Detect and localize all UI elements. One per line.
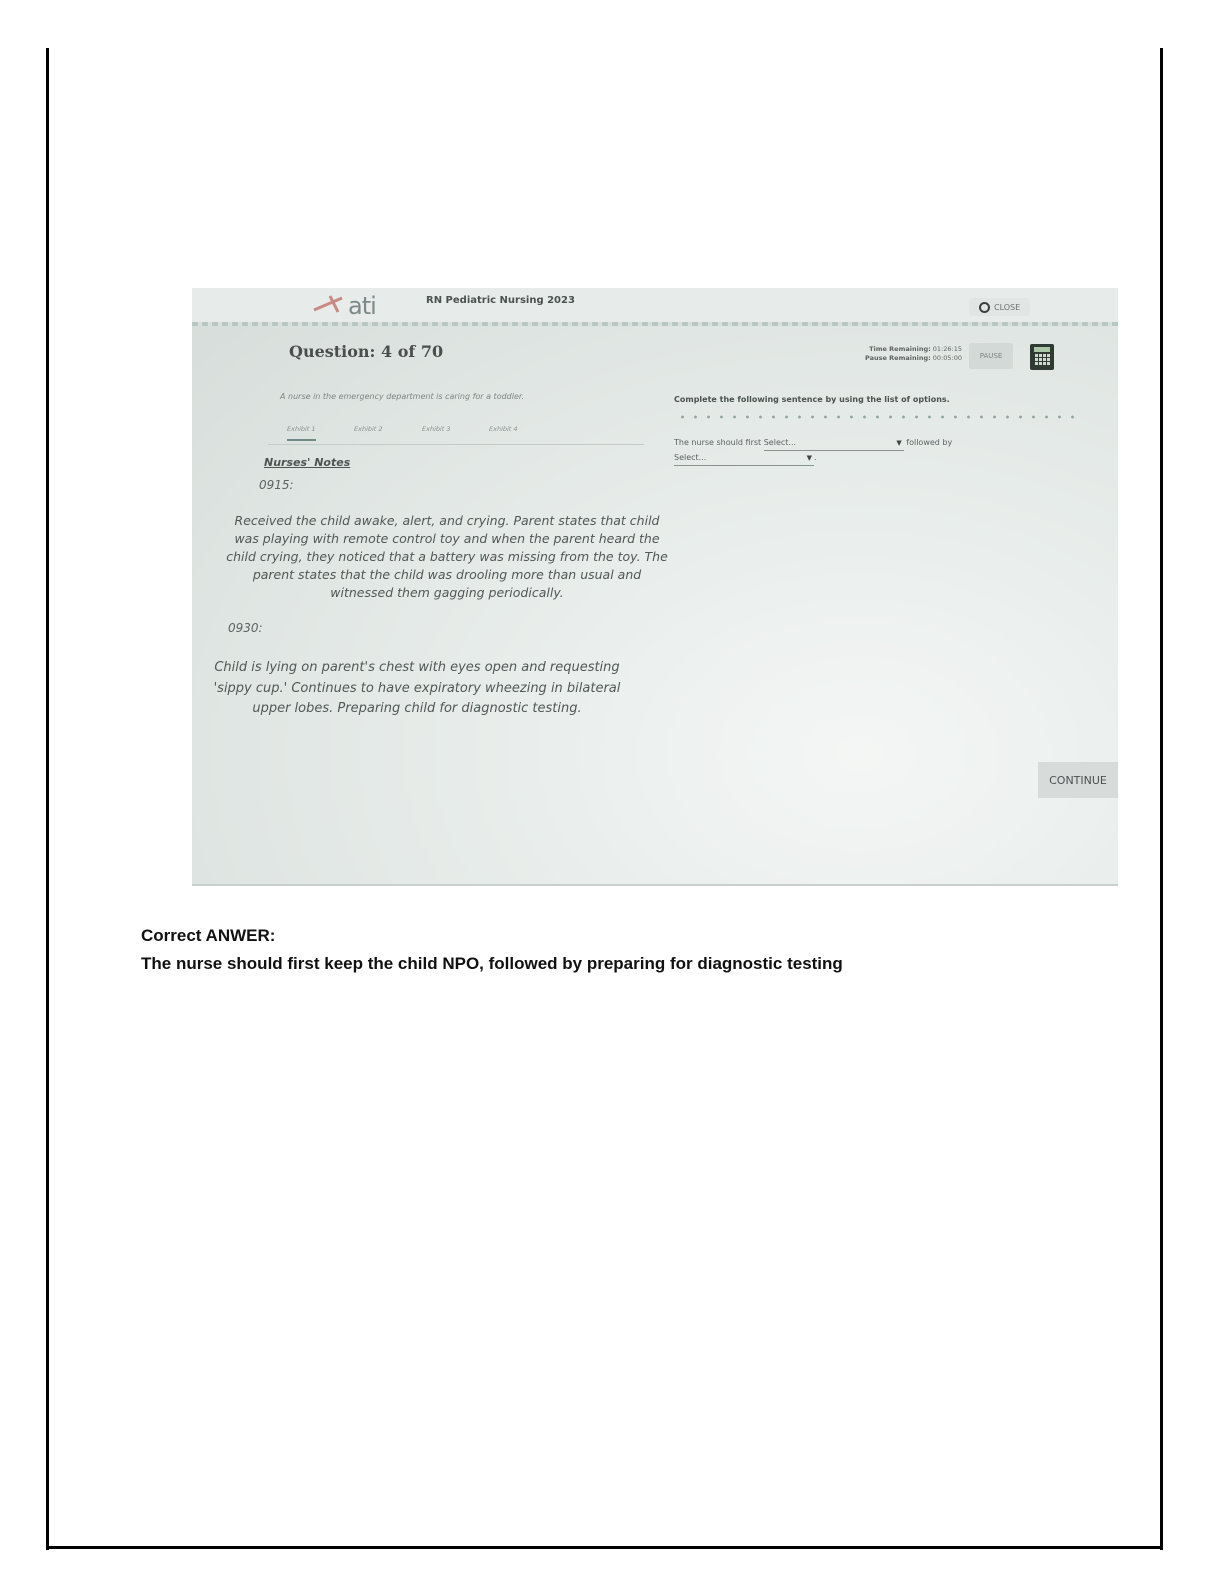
dropdown-arrow-icon: ▼ (896, 439, 902, 447)
document-border-bottom (46, 1546, 1163, 1549)
note-time: 0915: (259, 478, 294, 492)
dotted-divider (676, 415, 1076, 419)
sentence-part-1: The nurse should first (674, 438, 762, 447)
pause-button[interactable]: PAUSE (969, 343, 1013, 369)
exam-screenshot (192, 288, 1118, 886)
sentence-end: . (814, 453, 817, 462)
note-time: 0930: (228, 621, 263, 635)
time-remaining-value: 01:26:15 (932, 345, 962, 353)
sentence-part-2: followed by (906, 438, 953, 447)
close-label: CLOSE (994, 302, 1021, 312)
header-divider (192, 322, 1118, 326)
correct-answer-label: Correct ANWER: (141, 926, 276, 945)
timers (792, 345, 962, 363)
question-stem: A nurse in the emergency department is caring for a toddler. (280, 392, 524, 401)
course-title: RN Pediatric Nursing 2023 (426, 295, 575, 306)
tab-exhibit-2[interactable]: Exhibit 2 (354, 425, 383, 433)
note-text: Received the child awake, alert, and crying. Parent states that child was playing with remote control toy and when the parent heard the child crying, they noticed that a battery was missing from the toy. The parent states that the child was drooling more than usual and witnessed them gagging periodically. (226, 513, 668, 600)
ati-logo: ati (348, 292, 376, 320)
answer-instruction: Complete the following sentence by using the list of options. (674, 395, 950, 404)
document-border-right (1160, 48, 1163, 1550)
tab-exhibit-4[interactable]: Exhibit 4 (489, 425, 518, 433)
dropdown-arrow-icon: ▼ (806, 454, 812, 462)
tab-exhibit-3[interactable]: Exhibit 3 (422, 425, 451, 433)
correct-answer-text: The nurse should first keep the child NPO, followed by preparing for diagnostic testing (141, 954, 843, 973)
close-button[interactable] (969, 298, 1030, 316)
question-title: Question: 4 of 70 (289, 342, 444, 361)
pause-remaining-label: Pause Remaining: (865, 354, 931, 362)
second-action-select[interactable] (674, 451, 814, 466)
close-circle-icon (979, 302, 990, 313)
select-placeholder: Select... (674, 453, 707, 462)
pause-remaining-value: 00:05:00 (932, 354, 962, 362)
select-placeholder: Select... (763, 438, 797, 447)
exhibit-tabs (268, 422, 644, 445)
nurses-notes-title: Nurses' Notes (264, 456, 351, 469)
screenshot-bottom-edge (192, 884, 1118, 886)
continue-button[interactable]: CONTINUE (1038, 762, 1118, 798)
calculator-icon[interactable] (1030, 344, 1054, 370)
first-action-select[interactable] (764, 436, 904, 451)
note-text: Child is lying on parent's chest with eyes open and requesting 'sippy cup.' Continues to have expiratory wheezing in bilateral upper lobes. Preparing child for diagnostic testing. (213, 660, 621, 716)
drop-down-sentence (674, 436, 952, 466)
document-border-left (46, 48, 49, 1550)
time-remaining-label: Time Remaining: (869, 345, 931, 353)
tab-exhibit-1[interactable]: Exhibit 1 (287, 425, 316, 441)
